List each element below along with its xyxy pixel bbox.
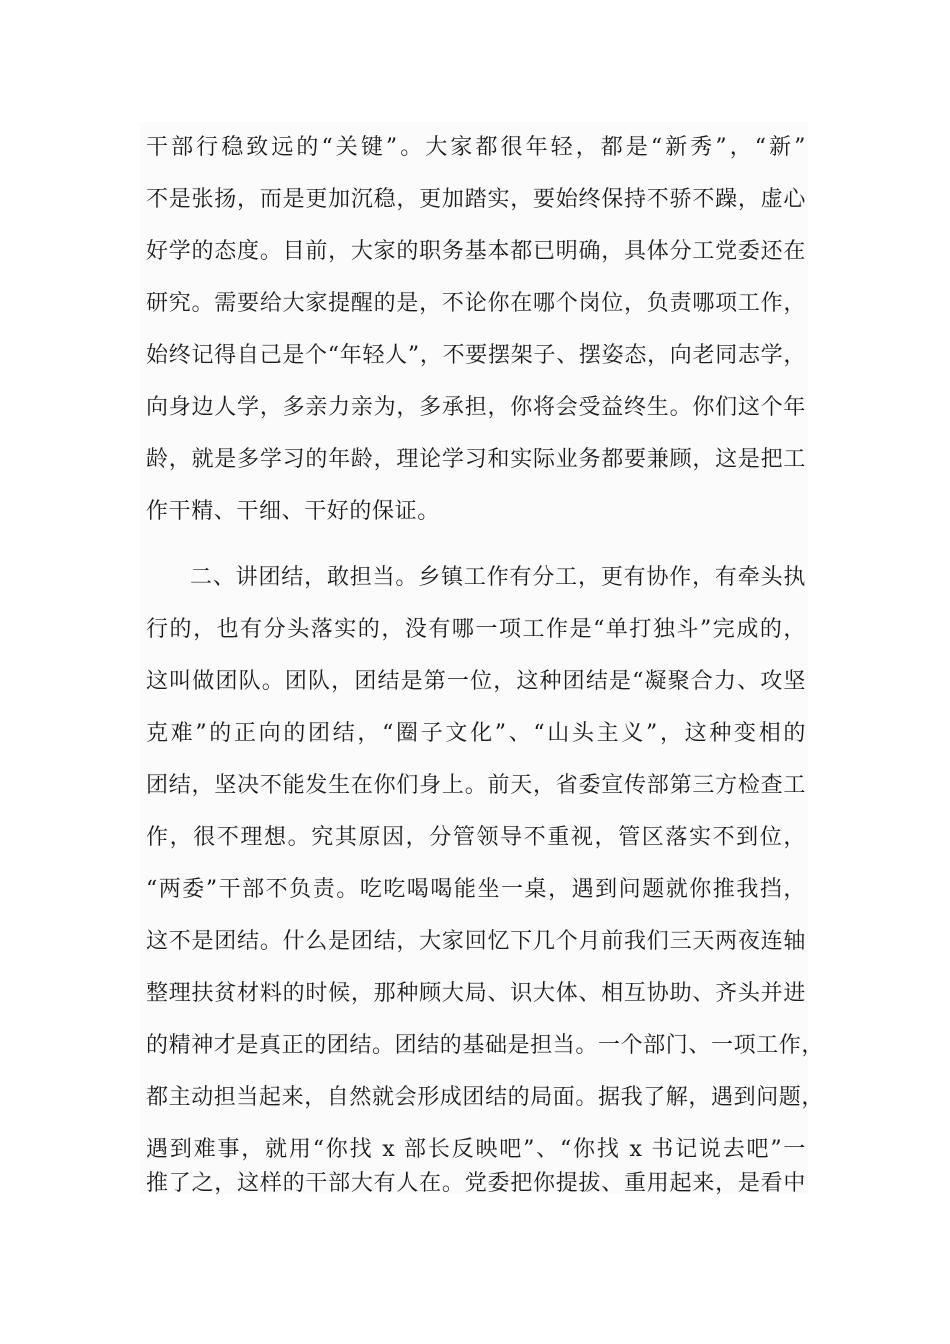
- section-heading-line: 二、讲团结，敢担当。乡镇工作有分工，更有协作，有牵头执: [190, 565, 806, 590]
- text-line: 这叫做团队。团队，团结是第一位，这种团结是“凝聚合力、攻坚: [146, 669, 806, 694]
- text-line: 的精神才是真正的团结。团结的基础是担当。一个部门、一项工作，: [146, 1033, 825, 1058]
- text-line: 龄，就是多学习的年龄，理论学习和实际业务都要兼顾，这是把工: [146, 447, 806, 472]
- text-line: 推了之，这样的干部大有人在。党委把你提拔、重用起来，是看中: [146, 1171, 806, 1196]
- text-line: 干部行稳致远的“关键”。大家都很年轻，都是“新秀”，“新”: [146, 135, 806, 160]
- text-line: 作干精、干细、干好的保证。: [146, 499, 440, 524]
- text-line: 研究。需要给大家提醒的是，不论你在哪个岗位，负责哪项工作，: [146, 291, 806, 316]
- text-line: 都主动担当起来，自然就会形成团结的局面。据我了解，遇到问题，: [146, 1085, 825, 1110]
- body-text: [140, 122, 825, 1194]
- text-line: 向身边人学，多亲力亲为，多承担，你将会受益终生。你们这个年: [146, 395, 806, 420]
- text-line: 不是张扬，而是更加沉稳，更加踏实，要始终保持不骄不躁，虚心: [146, 187, 806, 212]
- text-line: 作，很不理想。究其原因，分管领导不重视，管区落实不到位，: [146, 825, 806, 850]
- text-line: 克难”的正向的团结，“圈子文化”、“山头主义”，这种变相的: [146, 721, 806, 746]
- text-line: 行的，也有分头落实的，没有哪一项工作是“单打独斗”完成的，: [146, 617, 806, 642]
- text-line: 遇到难事，就用“你找 x 部长反映吧”、“你找 x 书记说去吧”一: [146, 1137, 806, 1162]
- text-line: 团结，坚决不能发生在你们身上。前天，省委宣传部第三方检查工: [146, 773, 806, 798]
- text-line: 整理扶贫材料的时候，那种顾大局、识大体、相互协助、齐头并进: [146, 981, 806, 1006]
- text-line: 始终记得自己是个“年轻人”，不要摆架子、摆姿态，向老同志学，: [146, 343, 806, 368]
- text-line: “两委”干部不负责。吃吃喝喝能坐一桌，遇到问题就你推我挡，: [146, 877, 806, 902]
- text-line: 好学的态度。目前，大家的职务基本都已明确，具体分工党委还在: [146, 239, 806, 264]
- text-line: 这不是团结。什么是团结，大家回忆下几个月前我们三天两夜连轴: [146, 929, 806, 954]
